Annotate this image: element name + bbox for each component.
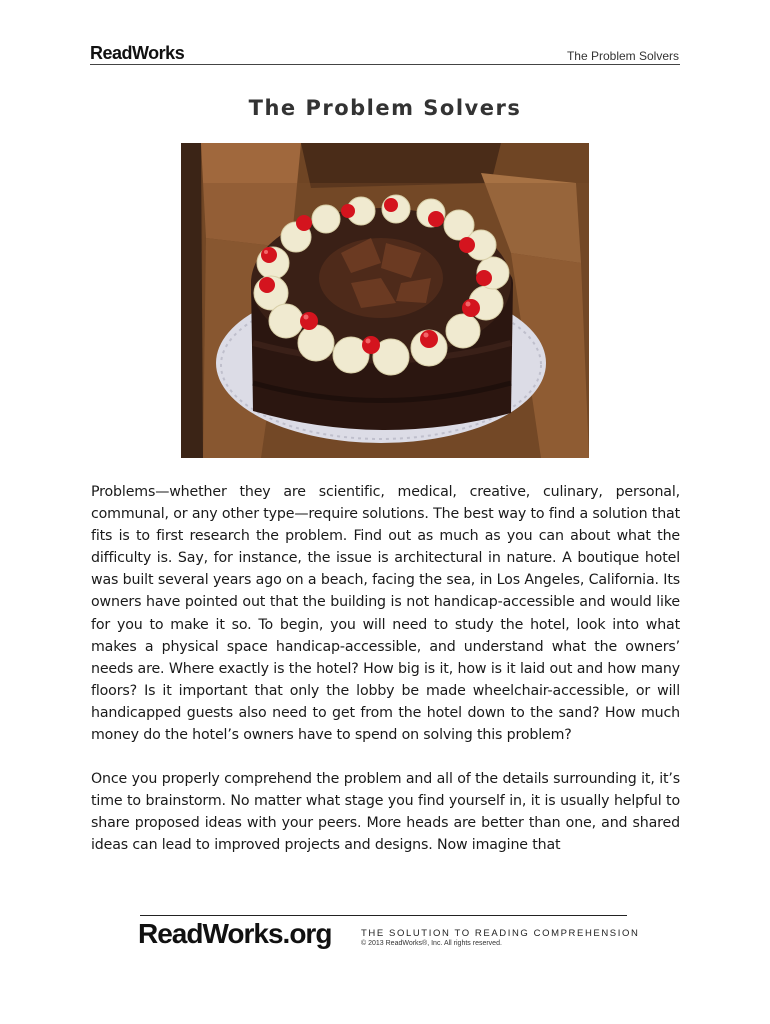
- footer-tagline: THE SOLUTION TO READING COMPREHENSION: [361, 928, 640, 939]
- readworks-org-logo: ReadWorks.org: [138, 918, 332, 949]
- paragraph: Once you properly comprehend the problem and all of the details surrounding it, it’s time to brainstorm. No matter what stage you find yourself in, it is usually helpful to share proposed ideas with your peers. More heads are better than one, and shared ideas can lead to improved projects and designs. Now imagine that: [91, 771, 680, 854]
- footer-divider: [140, 915, 627, 916]
- header-divider: [90, 64, 680, 65]
- readworks-logo: ReadWorks: [90, 43, 185, 63]
- page-title: The Problem Solvers: [248, 96, 522, 120]
- running-header-title: The Problem Solvers: [566, 49, 679, 63]
- paragraph: Problems—whether they are scientific, medical, creative, culinary, personal, communal, or any other type—require solutions. The best way to find a solution that fits is to first research the problem. Find out as much as you can about what the difficulty is. Say, for instance, the issue is architectural in nature. A boutique hotel was built several years ago on a beach, facing the sea, in Los Angeles, California. Its owners have pointed out that the building is not handicap-accessible and would like for you to make it so. To begin, you will need to study the hotel, look into what makes a physical space handicap-accessible, and understand what the owners’ needs are. Where exactly is the hotel? How big is it, how is it laid out and how many floors? Is it important that only the lobby be made wheelchair-accessible, or will handicapped guests also need to get from the hotel down to the sand? How much money do the hotel’s owners have to spend on solving this problem?: [91, 484, 680, 744]
- cake-photo: [181, 143, 589, 458]
- article-body: [91, 481, 680, 879]
- copyright-notice: © 2013 ReadWorks®, Inc. All rights reserved.: [361, 940, 502, 947]
